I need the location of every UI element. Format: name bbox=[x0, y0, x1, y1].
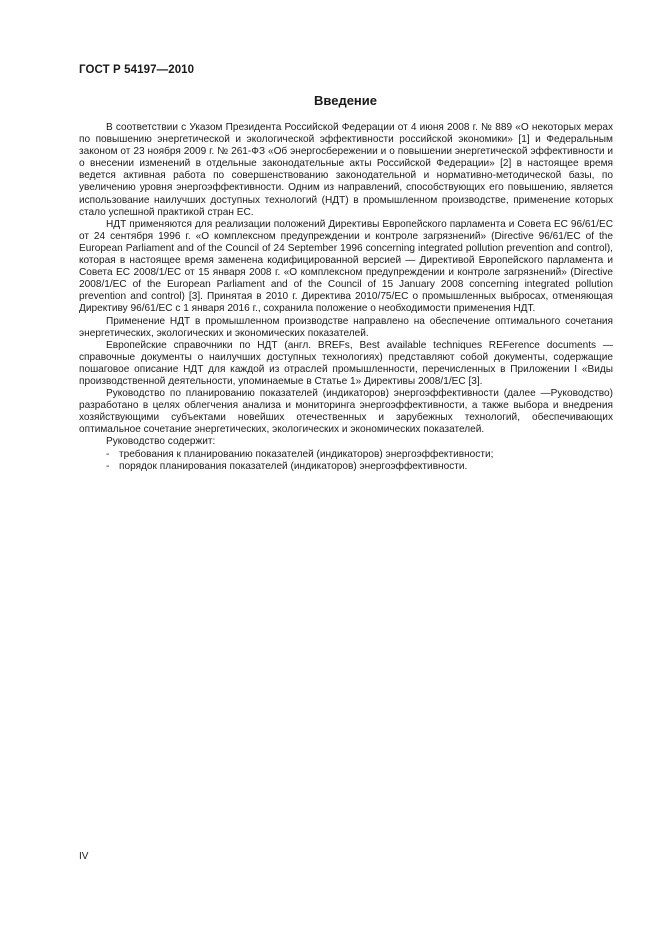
standard-number-header: ГОСТ Р 54197—2010 bbox=[79, 64, 195, 76]
body-text bbox=[79, 122, 613, 473]
list-item bbox=[79, 449, 613, 461]
paragraph-decree: В соответствии с Указом Президента Российской Федерации от 4 июня 2008 г. № 889 «О некоторых мерах по повышению энергетической и экологической эффективности российской экономики» [1] и Федеральным законом от 23 ноября 2009 г. № 261-ФЗ «Об энергосбережении и о повышении энергетической эффективности и о внесении изменений в отдельные законодательные акты Российской Федерации» [2] в настоящее время ведется активная работа по совершенствованию законодательной и нормативно-методической базы, по увеличению уровня энергоэффективности. Одним из направлений, способствующих его повышению, является использование наилучших доступных технологий (НДТ) в промышленном производстве, применение которых стало успешной практикой стран ЕС. bbox=[79, 122, 613, 218]
paragraph-guidance: Руководство по планированию показателей (индикаторов) энергоэффективности (далее —Руководство) разработано в целях облегчения анализа и мониторинга энергоэффективности, а также выбора и внедрения хозяйствующими субъектами новейших отечественных и зарубежных технологий, обеспечивающих оптимальное сочетание энергетических, экологических и экономических показателей. bbox=[79, 388, 613, 436]
paragraph-application: Применение НДТ в промышленном производстве направлено на обеспечение оптимального сочетания энергетических, экологических и экономических показателей. bbox=[79, 315, 613, 339]
paragraph-contents-intro: Руководство содержит: bbox=[106, 436, 216, 448]
paragraph-directive: НДТ применяются для реализации положений Директивы Европейского парламента и Совета ЕС 96/61/ЕС от 24 сентября 1996 г. «О комплексном предупреждении и контроле загрязнений» (Directive 96/61/EC of the European Parliament and of the Council of 24 September 1996 concerning integrated pollution prevention and control), которая в настоящее время заменена кодифицированной версией — Директивой Европейского парламента и Совета ЕС 2008/1/ЕС от 15 января 2008 г. «О комплексном предупреждении и контроле загрязнений» (Directive 2008/1/EC of the European Parliament and of the Council of 15 January 2008 concerning integrated pollution prevention and control) [3]. Принятая в 2010 г. Директива 2010/75/ЕС о промышленных выбросах, отменяющая Директиву 96/61/ЕС с 1 января 2016 г., сохранила положение о необходимости применения НДТ. bbox=[79, 218, 613, 315]
section-title: Введение bbox=[314, 93, 377, 108]
list-item-text: порядок планирования показателей (индикаторов) энергоэффективности. bbox=[119, 460, 468, 472]
page-number: IV bbox=[79, 851, 89, 862]
list-item bbox=[79, 461, 613, 473]
paragraph-brefs: Европейские справочники по НДТ (англ. BREFs, Best available techniques REFerence documents — справочные документы о наилучших доступных технологиях) представляют собой документы, содержащие пошаговое описание НДТ для каждой из отраслей промышленности, перечисленных в Приложении I «Виды производственной деятельности, упоминаемые в Статье 1» Директивы 2008/1/ЕС [3]. bbox=[79, 339, 613, 387]
list-item-text: требования к планированию показателей (индикаторов) энергоэффективности; bbox=[119, 448, 494, 460]
list-bullet: - bbox=[106, 460, 110, 472]
list-bullet: - bbox=[106, 448, 110, 460]
contents-list bbox=[79, 449, 613, 473]
